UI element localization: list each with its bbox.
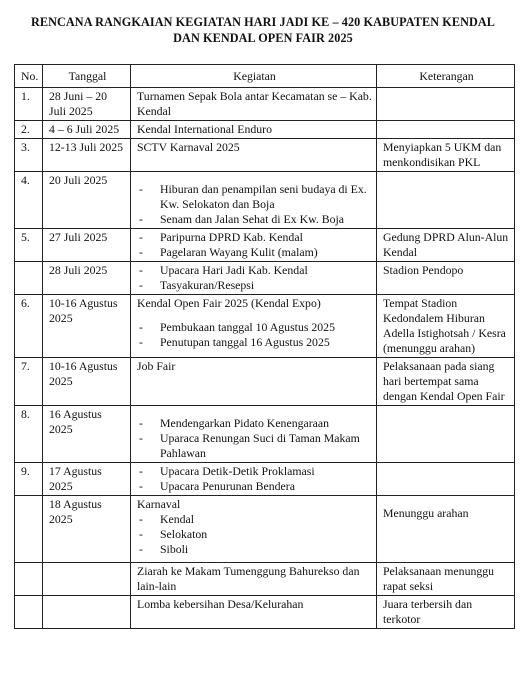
activity-item: - Kendal [137,512,372,527]
title-line-1: RENCANA RANGKAIAN KEGIATAN HARI JADI KE – 420 KABUPATEN KENDAL [30,15,496,29]
row-date: 28 Juni – 20 Juli 2025 [43,88,131,121]
activity-item: - Mendengarkan Pidato Kenengaraan [137,416,372,431]
activity-item: - Paripurna DPRD Kab. Kendal [137,230,372,245]
row-activity: Kendal International Enduro [131,121,377,139]
table-row [15,563,515,596]
row-date: 28 Juli 2025 [43,262,131,295]
header-date: Tanggal [43,65,131,88]
table-row [15,406,515,463]
row-no [15,563,43,596]
schedule-table [14,64,515,629]
activity-item: - Selokaton [137,527,372,542]
row-activity [131,496,377,563]
row-no: 8. [15,406,43,463]
row-date: 4 – 6 Juli 2025 [43,121,131,139]
row-no [15,596,43,629]
table-row [15,139,515,172]
row-note: Gedung DPRD Alun-Alun Kendal [377,229,515,262]
row-note: Pelaksanaan pada siang hari bertempat sama dengan Kendal Open Fair [377,358,515,406]
table-row [15,596,515,629]
row-note: Pelaksanaan menunggu rapat seksi [377,563,515,596]
row-activity: Job Fair [131,358,377,406]
activity-item: - Pembukaan tanggal 10 Agustus 2025 [137,320,372,335]
row-date: 10-16 Agustus 2025 [43,358,131,406]
activity-item: - Penutupan tanggal 16 Agustus 2025 [137,335,372,350]
row-no [15,496,43,563]
row-activity: Turnamen Sepak Bola antar Kecamatan se – Kab. Kendal [131,88,377,121]
table-row [15,463,515,496]
row-activity [131,229,377,262]
activity-item: - Upacara Penurunan Bendera [137,479,372,494]
table-header-row [15,65,515,88]
row-no: 1. [15,88,43,121]
row-activity [131,295,377,358]
activity-item: - Siboli [137,542,372,557]
activity-item: - Upacara Detik-Detik Proklamasi [137,464,372,479]
row-note-text: Menunggu arahan [383,506,469,520]
table-row [15,121,515,139]
activity-heading: Karnaval [137,497,181,511]
activity-item: - Hiburan dan penampilan seni budaya di Ex. Kw. Selokaton dan Boja [137,182,372,212]
activity-heading: Kendal Open Fair 2025 (Kendal Expo) [137,296,321,310]
row-note [377,121,515,139]
activity-list [137,182,372,227]
row-no: 2. [15,121,43,139]
row-date: 17 Agustus 2025 [43,463,131,496]
row-date [43,596,131,629]
row-note: Menyiapkan 5 UKM dan menkondisikan PKL [377,139,515,172]
row-no: 4. [15,172,43,229]
activity-item: - Tasyakuran/Resepsi [137,278,372,293]
title-line-2: DAN KENDAL OPEN FAIR 2025 [173,31,353,45]
table-row [15,88,515,121]
row-activity [131,262,377,295]
row-note: Tempat Stadion Kedondalem Hiburan Adella Istighotsah / Kesra (menunggu arahan) [377,295,515,358]
table-row [15,295,515,358]
activity-list [137,416,372,461]
row-date: 16 Agustus 2025 [43,406,131,463]
activity-list [137,512,372,557]
row-activity: Ziarah ke Makam Tumenggung Bahurekso dan lain-lain [131,563,377,596]
row-activity: SCTV Karnaval 2025 [131,139,377,172]
row-no: 5. [15,229,43,262]
row-activity: Lomba kebersihan Desa/Kelurahan [131,596,377,629]
header-note: Keterangan [377,65,515,88]
row-note [377,496,515,563]
activity-list [137,230,372,260]
activity-item: - Senam dan Jalan Sehat di Ex Kw. Boja [137,212,372,227]
row-no: 9. [15,463,43,496]
document-title [0,14,526,46]
row-note: Juara terbersih dan terkotor [377,596,515,629]
row-date: 20 Juli 2025 [43,172,131,229]
activity-list [137,464,372,494]
row-no [15,262,43,295]
row-activity [131,172,377,229]
row-note [377,406,515,463]
row-date: 12-13 Juli 2025 [43,139,131,172]
table-row [15,358,515,406]
row-note [377,88,515,121]
row-date: 18 Agustus 2025 [43,496,131,563]
row-note [377,172,515,229]
table-row [15,262,515,295]
table-row [15,229,515,262]
row-date: 10-16 Agustus 2025 [43,295,131,358]
row-date [43,563,131,596]
activity-item: - Upacara Hari Jadi Kab. Kendal [137,263,372,278]
activity-item: - Pagelaran Wayang Kulit (malam) [137,245,372,260]
row-no: 6. [15,295,43,358]
row-no: 7. [15,358,43,406]
row-activity [131,406,377,463]
activity-list [137,320,372,350]
table-row [15,496,515,563]
row-date: 27 Juli 2025 [43,229,131,262]
header-no: No. [15,65,43,88]
header-activity: Kegiatan [131,65,377,88]
activity-item: - Uparaca Renungan Suci di Taman Makam Pahlawan [137,431,372,461]
row-note: Stadion Pendopo [377,262,515,295]
table-row [15,172,515,229]
row-no: 3. [15,139,43,172]
row-activity [131,463,377,496]
row-note [377,463,515,496]
activity-list [137,263,372,293]
